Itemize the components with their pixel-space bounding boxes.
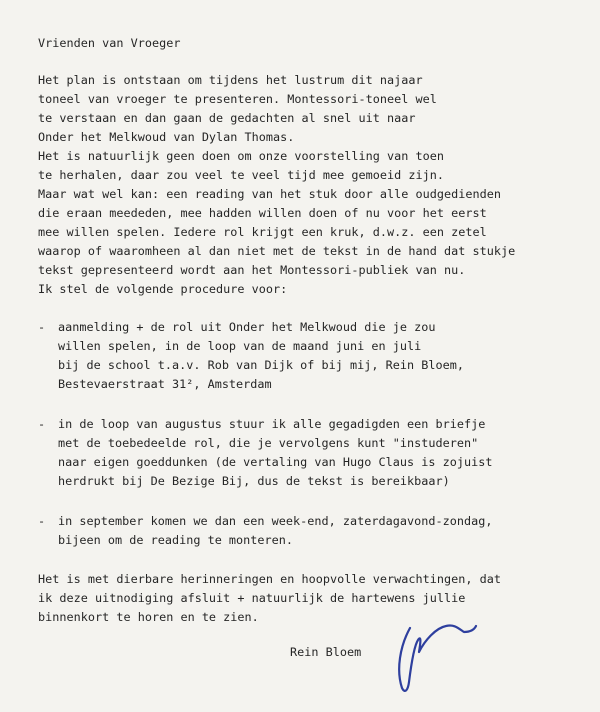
bullet-dash: -	[38, 514, 46, 528]
procedure-item-rehearsal	[38, 512, 578, 552]
intro-line: mee willen spelen. Iedere rol krijgt een kruk, d.w.z. een zetel	[38, 225, 487, 239]
intro-line: Het is natuurlijk geen doen om onze voorstelling van toen	[38, 149, 444, 163]
intro-line: Het plan is ontstaan om tijdens het lustrum dit najaar	[38, 73, 423, 87]
procedure-line: met de toebedeelde rol, die je vervolgens kunt "instuderen"	[58, 436, 479, 450]
procedure-line: bijeen om de reading te monteren.	[58, 533, 294, 547]
procedure-line: willen spelen, in de loop van de maand juni en juli	[58, 339, 422, 353]
intro-line: te verstaan en dan gaan de gedachten al snel uit naar	[38, 111, 416, 125]
intro-line: toneel van vroeger te presenteren. Montessori-toneel wel	[38, 92, 437, 106]
closing-line: Het is met dierbare herinneringen en hoopvolle verwachtingen, dat	[38, 572, 501, 586]
procedure-line: in de loop van augustus stuur ik alle gegadigden een briefje	[58, 417, 486, 431]
closing-line: ik deze uitnodiging afsluit + natuurlijk de hartewens jullie	[38, 591, 466, 605]
procedure-item-role-assignment	[38, 415, 578, 493]
procedure-line: naar eigen goeddunken (de vertaling van Hugo Claus is zojuist	[58, 455, 493, 469]
procedure-line: Bestevaerstraat 31², Amsterdam	[58, 377, 272, 391]
bullet-dash: -	[38, 417, 46, 431]
intro-line: tekst gepresenteerd wordt aan het Montessori-publiek van nu.	[38, 263, 466, 277]
salutation: Vrienden van Vroeger	[38, 36, 181, 50]
intro-line: die eraan meededen, mee hadden willen doen of nu voor het eerst	[38, 206, 487, 220]
procedure-line: bij de school t.a.v. Rob van Dijk of bij mij, Rein Bloem,	[58, 358, 464, 372]
bullet-dash: -	[38, 320, 46, 334]
closing-line: binnenkort te horen en te zien.	[38, 610, 259, 624]
intro-line: Onder het Melkwoud van Dylan Thomas.	[38, 130, 295, 144]
procedure-item-registration	[38, 318, 578, 396]
procedure-line: in september komen we dan een week-end, zaterdagavond-zondag,	[58, 514, 493, 528]
procedure-line: herdrukt bij De Bezige Bij, dus de tekst is bereikbaar)	[58, 474, 450, 488]
intro-line: Ik stel de volgende procedure voor:	[38, 282, 288, 296]
procedure-line: aanmelding + de rol uit Onder het Melkwoud die je zou	[58, 320, 436, 334]
handwritten-signature	[392, 612, 492, 704]
intro-line: te herhalen, daar zou veel te veel tijd mee gemoeid zijn.	[38, 168, 444, 182]
intro-line: Maar wat wel kan: een reading van het stuk door alle oudgedienden	[38, 187, 501, 201]
intro-line: waarop of waaromheen al dan niet met de tekst in de hand dat stukje	[38, 244, 516, 258]
sender-name: Rein Bloem	[290, 645, 362, 659]
